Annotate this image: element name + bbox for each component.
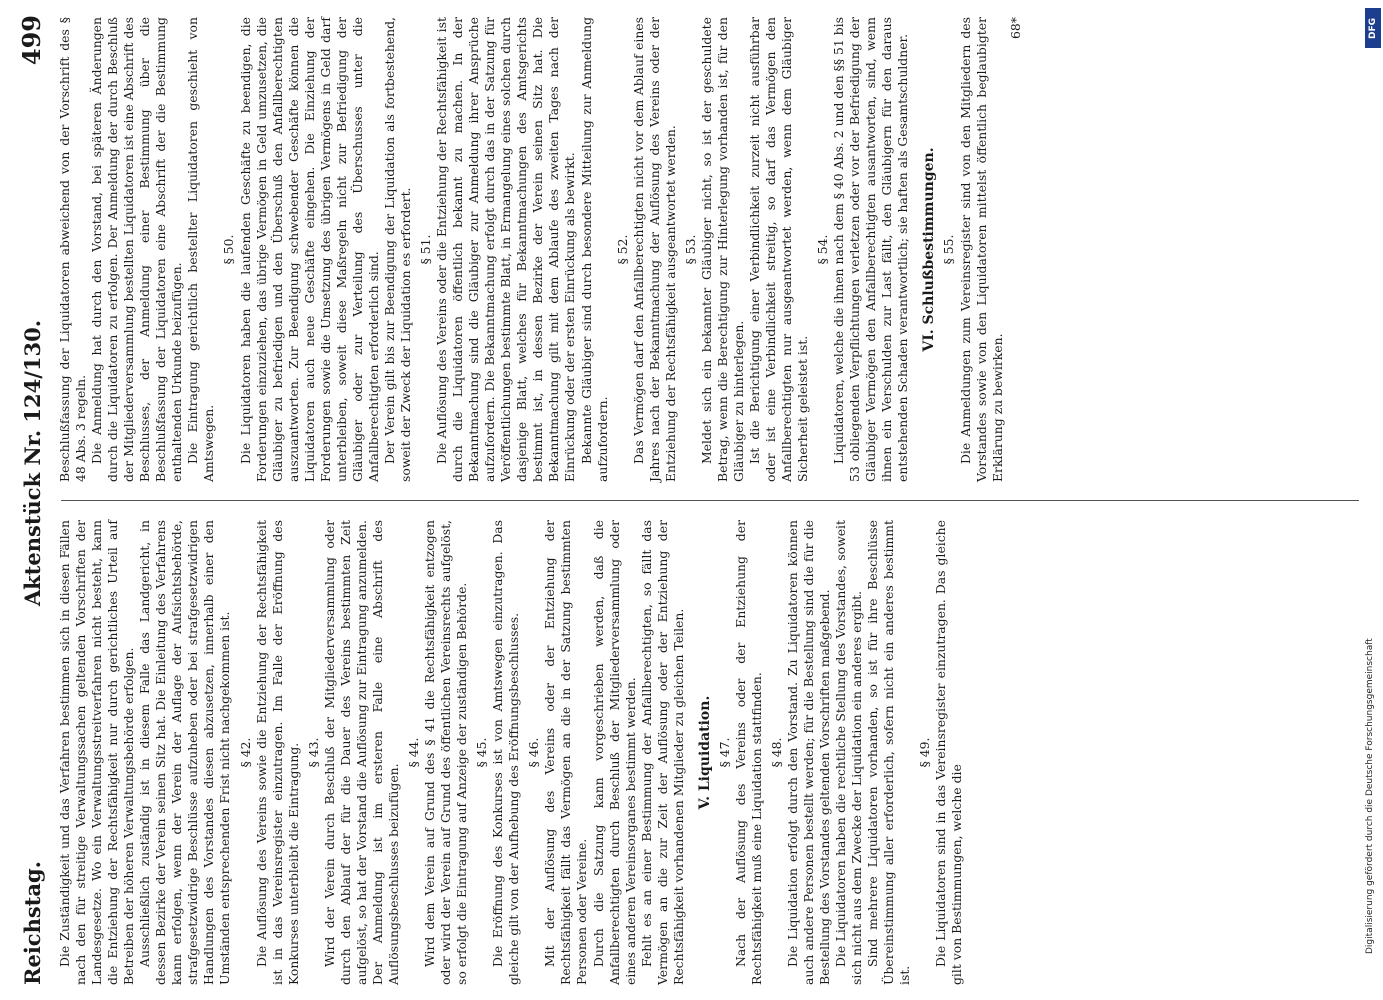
page-number: 499 [16, 15, 46, 66]
paragraph: Die Auflösung des Vereins oder die Entziehung der Rechtsfähigkeit ist durch die Liquidatoren öffentlich bekannt zu machen. In der Bekanntmachung sind die Gläubiger zur Anmeldung ihrer Ansprüche aufzufordern. Die Bekanntmachung erfolgt durch das in der Satzung für Veröffentlichungen bestimmte Blatt, in Ermangelung eines solchen durch dasjenige Blatt, welches für Bekanntmachungen des Amtsgerichts bestimmt ist, in dessen Bezirke der Verein seinen Sitz hat. Die Bekanntmachung gilt mit dem Ablaufe des zweiten Tages nach der Einrückung oder der ersten Einrückung als bewirkt. [433, 17, 577, 482]
section-number: § 42. [237, 737, 253, 768]
section-number: § 46. [525, 737, 541, 768]
paragraph: Die Anmeldung hat durch den Vorstand, bei späteren Änderungen durch die Liquidatoren zu erfolgen. Der Anmeldung der durch Beschluß der Mitgliederversammlung bestellten Liquidatoren ist eine Abschrift des Beschlusses, der Anmeldung einer Bestimmung über die Beschlußfassung der Liquidatoren eine Abschrift der die Bestimmung enthaltenden Urkunde beizufügen. [88, 17, 184, 482]
document-page [17, 15, 1367, 985]
dfg-logo: DFG [1365, 8, 1381, 48]
paragraph: Die Liquidatoren haben die laufenden Geschäfte zu beendigen, die Forderungen einzuziehen, das übrige Vermögen in Geld umzusetzen, die Gläubiger zu befriedigen und den Überschuß den Anfallberechtigten auszuantworten. Zur Beendigung schwebender Geschäfte können die Liquidatoren auch neue Geschäfte eingehen. Die Einziehung der Forderungen sowie die Umsetzung des übrigen Vermögens in Geld darf unterbleiben, soweit diese Maßregeln nicht zur Befriedigung der Gläubiger oder zur Verteilung des Überschusses unter die Anfallberechtigten erforderlich sind. [237, 17, 381, 482]
section-number: § 55. [940, 234, 956, 265]
paragraph: Die Liquidation erfolgt durch den Vorstand. Zu Liquidatoren können auch andere Personen bestellt werden; für die Bestellung sind die für die Bestellung des Vorstandes geltenden Vorschriften maßgebend. [784, 520, 832, 985]
paragraph: Die Anmeldungen zum Vereinsregister sind von den Mitgliedern des Vorstandes sowie von den Liquidatoren mittelst öffentlich beglaubigter Erklärung zu bewirken. [957, 17, 1005, 482]
right-column [57, 17, 1367, 482]
section-number: § 43. [305, 737, 321, 768]
page-header [17, 15, 51, 985]
paragraph: Ist die Berichtigung einer Verbindlichkeit zurzeit nicht ausführbar oder ist eine Verbindlichkeit streitig, so darf das Vermögen den Anfallberechtigten nur ausgeantwortet werden, wenn dem Gläubiger Sicherheit geleistet ist. [746, 17, 810, 482]
paragraph: Bekannte Gläubiger sind durch besondere Mitteilung zur Anmeldung aufzufordern. [578, 17, 610, 482]
paragraph: Wird der Verein durch Beschluß der Mitgliederversammlung oder durch den Ablauf der für die Dauer des Vereins bestimmten Zeit aufgelöst, so hat der Vorstand die Auflösung zur Eintragung anzumelden. Der Anmeldung ist im ersteren Falle eine Abschrift des Auflösungsbeschlusses beizufügen. [321, 520, 401, 985]
section-number: § 48. [768, 737, 784, 768]
paragraph: Der Verein gilt bis zur Beendigung der Liquidation als fortbestehend, soweit der Zweck der Liquidation es erfordert. [381, 17, 413, 482]
paragraph: Das Vermögen darf den Anfallberechtigten nicht vor dem Ablauf eines Jahres nach der Bekanntmachung der Auflösung des Vereins oder der Entziehung der Rechtsfähigkeit ausgeantwortet werden. [630, 17, 678, 482]
paragraph: Durch die Satzung kann vorgeschrieben werden, daß die Anfallberechtigten durch Beschluß der Mitgliederversammlung oder eines anderen Vereinsorganes bestimmt werden. [590, 520, 638, 985]
digitization-credit: Digitalisierung gefördert durch die Deutsche Forschungsgemeinschaft [1365, 638, 1375, 954]
section-number: § 45. [473, 737, 489, 768]
paragraph: Wird dem Verein auf Grund des § 41 die Rechtsfähigkeit entzogen oder wird der Verein auf Grund des öffentlichen Vereinsrechts aufgelöst, so erfolgt die Eintragung auf Anzeige der zuständigen Behörde. [421, 520, 469, 985]
section-number: § 49. [916, 737, 932, 768]
section-number: § 50. [220, 234, 236, 265]
section-heading: VI. Schlußbestimmungen. [920, 147, 937, 352]
paragraph: Liquidatoren, welche die ihnen nach dem § 40 Abs. 2 und den §§ 51 bis 53 obliegenden Verpflichtungen verletzen oder vor der Befriedigung der Gläubiger Vermögen den Anfallberechtigten ausantworten, sind, wenn ihnen ein Verschulden zur Last fällt, den Gläubigern für den daraus entstehenden Schaden verantwortlich; sie haften als Gesamtschuldner. [830, 17, 910, 482]
paragraph: Mit der Auflösung des Vereins oder der Entziehung der Rechtsfähigkeit fällt das Vermögen an die in der Satzung bestimmten Personen oder Vereine. [541, 520, 589, 985]
paragraph: Sind mehrere Liquidatoren vorhanden, so ist für ihre Beschlüsse Übereinstimmung aller erforderlich, sofern nicht ein anderes bestimmt ist. [864, 520, 912, 985]
paragraph: Ausschließlich zuständig ist in diesem Falle das Landgericht, in dessen Bezirke der Verein seinen Sitz hat. Die Einleitung des Verfahrens kann erfolgen, wenn der Verein der Auflage der Aufsichtsbehörde, strafgesetzwidrige Beschlüsse aufzuheben oder bei strafgesetzwidrigen Handlungen des Vorstandes diesen abzusetzen, innerhalb einer den Umständen entsprechenden Frist nicht nachgekommen ist. [136, 520, 232, 985]
paragraph: Die Eintragung gerichtlich bestellter Liquidatoren geschieht von Amtswegen. [184, 17, 216, 482]
paragraph: Die Zuständigkeit und das Verfahren bestimmen sich in diesen Fällen nach den für streitige Verwaltungssachen geltenden Vorschriften der Landesgesetze. Wo ein Verwaltungsstreitverfahren nicht besteht, kann die Entziehung der Rechtsfähigkeit nur durch gerichtliches Urteil auf Betreiben der höheren Verwaltungsbehörde erfolgen. [56, 520, 136, 985]
section-number: § 44. [405, 737, 421, 768]
section-number: § 47. [716, 737, 732, 768]
paragraph: Meldet sich ein bekannter Gläubiger nicht, so ist der geschuldete Betrag, wenn die Berechtigung zur Hinterlegung vorhanden ist, für den Gläubiger zu hinterlegen. [698, 17, 746, 482]
paragraph: Die Liquidatoren sind in das Vereinsregister einzutragen. Das gleiche gilt von Bestimmungen, welche die [932, 520, 964, 985]
paragraph: Die Auflösung des Vereins sowie die Entziehung der Rechtsfähigkeit ist in das Vereinsregister einzutragen. Im Falle der Eröffnung des Konkurses unterbleibt die Eintragung. [253, 520, 301, 985]
section-number: § 51. [417, 234, 433, 265]
paragraph: Nach der Auflösung des Vereins oder der Entziehung der Rechtsfähigkeit muß eine Liquidation stattfinden. [732, 520, 764, 985]
section-number: § 53. [682, 234, 698, 265]
paragraph: Die Eröffnung des Konkurses ist von Amtswegen einzutragen. Das gleiche gilt von der Aufhebung des Eröffnungsbeschlusses. [489, 520, 521, 985]
section-heading: V. Liquidation. [696, 695, 713, 810]
column-divider [61, 500, 1359, 501]
header-left: Reichstag. [19, 861, 45, 985]
paragraph: Beschlußfassung der Liquidatoren abweichend von der Vorschrift des § 48 Abs. 3 regeln. [56, 17, 88, 482]
section-number: § 52. [614, 234, 630, 265]
left-column [57, 520, 1367, 985]
header-title: Aktenstück Nr. 124/130. [19, 319, 45, 607]
paragraph: Fehlt es an einer Bestimmung der Anfallberechtigten, so fällt das Vermögen an die zur Zeit der Auflösung oder der Entziehung der Rechtsfähigkeit vorhandenen Mitglieder zu gleichen Teilen. [638, 520, 686, 985]
digitization-sidebar [1363, 8, 1381, 988]
signature-mark: 68* [1007, 17, 1023, 39]
section-number: § 54. [814, 234, 830, 265]
paragraph: Die Liquidatoren haben die rechtliche Stellung des Vorstandes, soweit sich nicht aus dem Zwecke der Liquidation ein anderes ergibt. [832, 520, 864, 985]
